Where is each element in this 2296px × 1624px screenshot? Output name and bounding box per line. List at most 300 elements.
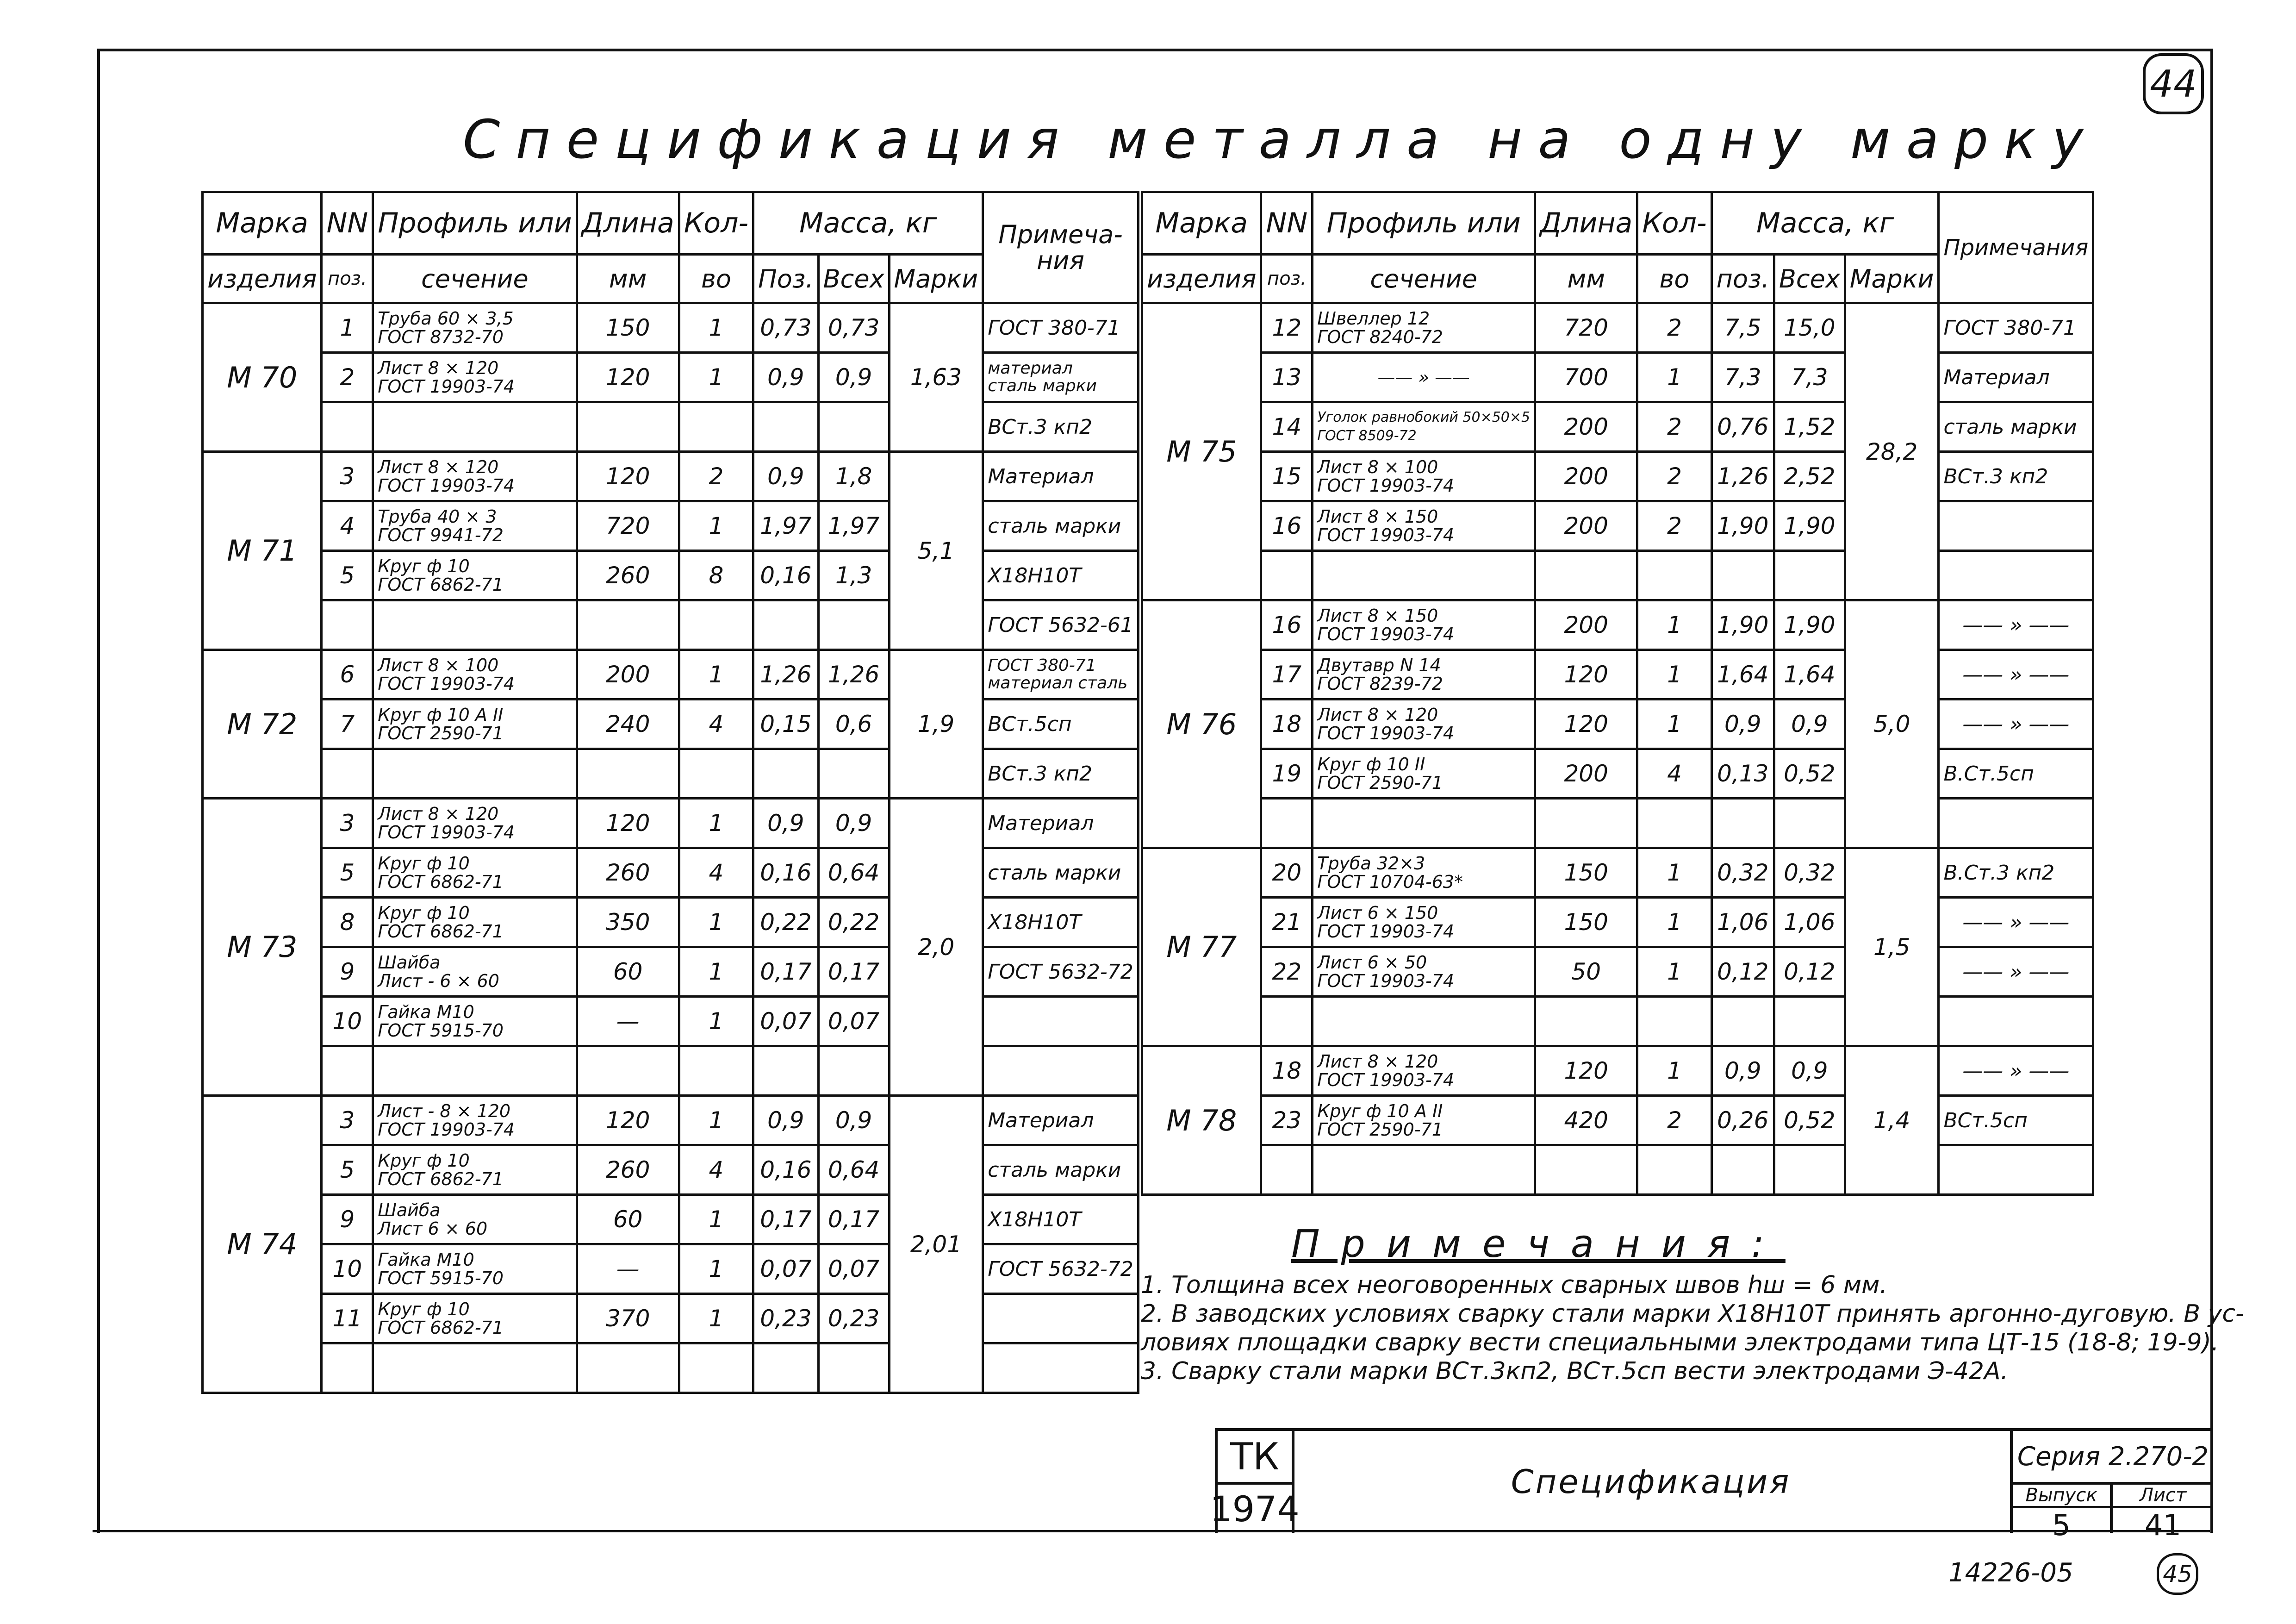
mass-all-cell: 1,90: [1774, 501, 1845, 551]
empty-cell: [1774, 551, 1845, 600]
empty-cell: [1535, 1145, 1637, 1195]
length-cell: 50: [1535, 947, 1637, 997]
profile-line: ГОСТ 2590-71: [378, 723, 504, 743]
profile-line: Лист 8 × 120: [1317, 705, 1438, 725]
profile-line: ГОСТ 19903-74: [1317, 1070, 1455, 1090]
mark-cell: М 73: [203, 799, 322, 1096]
profile-line: ГОСТ 19903-74: [378, 674, 515, 694]
mass-all-cell: 0,9: [818, 353, 889, 402]
qty-cell: 1: [679, 799, 753, 848]
profile-line: ГОСТ 5915-70: [378, 1020, 504, 1041]
profile-line: ГОСТ 19903-74: [1317, 525, 1455, 545]
empty-cell: [322, 1343, 373, 1393]
empty-cell: [577, 600, 679, 650]
length-cell: 700: [1535, 353, 1637, 402]
header-length-2: мм: [1535, 255, 1637, 303]
profile-cell: [373, 452, 577, 501]
profile-cell: [373, 947, 577, 997]
mass-pos-cell: 0,32: [1711, 848, 1774, 898]
empty-cell: [1939, 799, 2093, 848]
note-line: сталь марки: [988, 376, 1097, 395]
empty-cell: [679, 402, 753, 452]
qty-cell: 1: [679, 997, 753, 1046]
header-mass: Масса, кг: [753, 192, 983, 255]
note-cell: ГОСТ 5632-61: [983, 600, 1139, 650]
empty-cell: [1313, 799, 1535, 848]
mass-all-cell: 1,26: [818, 650, 889, 700]
empty-cell: [1774, 997, 1845, 1046]
empty-cell: [322, 600, 373, 650]
length-cell: 720: [1535, 303, 1637, 353]
note-cell: —— » ——: [1939, 600, 2093, 650]
mass-pos-cell: 0,16: [753, 1145, 819, 1195]
profile-cell: [373, 1096, 577, 1145]
pos-cell: 2: [322, 353, 373, 402]
qty-cell: 1: [679, 303, 753, 353]
empty-cell: [1711, 799, 1774, 848]
note-2a: 2. В заводских условиях сварку стали марки Х18Н10Т принять аргонно-дуговую. В ус-: [1141, 1300, 2244, 1328]
mass-all-cell: 0,9: [818, 799, 889, 848]
pos-cell: 7: [322, 700, 373, 749]
profile-line: ГОСТ 2590-71: [1317, 1119, 1443, 1140]
empty-cell: [753, 600, 819, 650]
empty-cell: [1261, 799, 1313, 848]
qty-cell: 8: [679, 551, 753, 600]
length-cell: 240: [577, 700, 679, 749]
length-cell: 120: [577, 353, 679, 402]
pos-cell: 3: [322, 799, 373, 848]
note-3: 3. Сварку стали марки ВСт.3кп2, ВСт.5сп вести электродами Э-42А.: [1141, 1357, 2009, 1385]
profile-cell: [1313, 898, 1535, 947]
mass-all-cell: 0,32: [1774, 848, 1845, 898]
qty-cell: 1: [679, 898, 753, 947]
profile-cell: [1313, 1096, 1535, 1145]
profile-line: Лист 6 × 50: [1317, 952, 1427, 973]
pos-cell: 8: [322, 898, 373, 947]
length-cell: 60: [577, 1195, 679, 1244]
profile-line: Лист 8 × 100: [1317, 457, 1438, 477]
mass-all-cell: 1,06: [1774, 898, 1845, 947]
profile-line: ГОСТ 2590-71: [1317, 773, 1443, 793]
header-profile: Профиль или: [373, 192, 577, 255]
mass-all-cell: 1,52: [1774, 402, 1845, 452]
length-cell: 260: [577, 848, 679, 898]
mass-pos-cell: 0,16: [753, 551, 819, 600]
empty-cell: [753, 402, 819, 452]
qty-cell: 1: [679, 650, 753, 700]
mass-all-cell: 0,52: [1774, 749, 1845, 799]
length-cell: 120: [1535, 700, 1637, 749]
profile-line: ГОСТ 10704-63*: [1317, 872, 1463, 892]
archive-number: 14226-05: [1948, 1558, 2073, 1588]
header-mass-all: Всех: [818, 255, 889, 303]
empty-cell: [1711, 1145, 1774, 1195]
profile-line: ГОСТ 8732-70: [378, 327, 504, 347]
qty-cell: 1: [679, 353, 753, 402]
pos-cell: 18: [1261, 700, 1313, 749]
pos-cell: 14: [1261, 402, 1313, 452]
qty-cell: 2: [1637, 501, 1711, 551]
header-mass-all: Всех: [1774, 255, 1845, 303]
stamp-sheet-value: 41: [2145, 1508, 2181, 1542]
empty-cell: [818, 1343, 889, 1393]
mass-all-cell: 1,97: [818, 501, 889, 551]
profile-cell: [373, 1195, 577, 1244]
mass-mark-cell: 28,2: [1845, 303, 1939, 600]
stamp-sheet: [2113, 1485, 2213, 1542]
profile-line: ГОСТ 19903-74: [1317, 921, 1455, 942]
profile-line: Круг ф 10: [378, 1299, 470, 1319]
profile-line: Круг ф 10: [378, 556, 470, 576]
empty-cell: [577, 749, 679, 799]
profile-line: Шайба: [378, 1200, 441, 1220]
header-profile-2: сечение: [1313, 255, 1535, 303]
profile-cell: [1313, 749, 1535, 799]
header-profile-2: сечение: [373, 255, 577, 303]
stamp-right: [2010, 1431, 2213, 1542]
profile-cell: [1313, 402, 1535, 452]
mass-all-cell: 1,64: [1774, 650, 1845, 700]
mass-pos-cell: 1,64: [1711, 650, 1774, 700]
profile-line: ГОСТ 19903-74: [378, 475, 515, 496]
profile-line: ГОСТ 19903-74: [378, 376, 515, 397]
profile-line: Лист 8 × 120: [1317, 1051, 1438, 1072]
note-cell: [983, 650, 1139, 700]
profile-cell: [373, 848, 577, 898]
pos-cell: 10: [322, 1244, 373, 1294]
qty-cell: 1: [679, 947, 753, 997]
empty-cell: [753, 1343, 819, 1393]
pos-cell: 23: [1261, 1096, 1313, 1145]
mass-all-cell: 0,6: [818, 700, 889, 749]
empty-cell: [373, 402, 577, 452]
empty-cell: [1637, 551, 1711, 600]
mass-pos-cell: 0,9: [1711, 700, 1774, 749]
empty-cell: [1313, 1145, 1535, 1195]
mass-mark-cell: 1,9: [889, 650, 983, 799]
pos-cell: 12: [1261, 303, 1313, 353]
mark-cell: М 71: [203, 452, 322, 650]
note-cell: ГОСТ 380-71: [1939, 303, 2093, 353]
pos-cell: 17: [1261, 650, 1313, 700]
notes-block: [1141, 1271, 2244, 1386]
empty-cell: [1313, 997, 1535, 1046]
profile-line: ГОСТ 19903-74: [1317, 624, 1455, 644]
empty-cell: [1261, 551, 1313, 600]
pos-cell: 15: [1261, 452, 1313, 501]
empty-cell: [983, 1294, 1139, 1343]
pos-cell: 5: [322, 551, 373, 600]
mass-all-cell: 0,73: [818, 303, 889, 353]
length-cell: 200: [1535, 452, 1637, 501]
profile-cell: [1313, 650, 1535, 700]
empty-cell: [818, 600, 889, 650]
mass-all-cell: 0,9: [1774, 1046, 1845, 1096]
profile-cell: [1313, 700, 1535, 749]
stamp-issue: [2013, 1485, 2113, 1542]
mass-pos-cell: 0,22: [753, 898, 819, 947]
stamp-sheet-label: Лист: [2113, 1485, 2213, 1508]
length-cell: 120: [577, 799, 679, 848]
profile-line: ГОСТ 8239-72: [1317, 674, 1443, 694]
pos-cell: 4: [322, 501, 373, 551]
mark-cell: М 77: [1142, 848, 1261, 1046]
empty-cell: [1535, 997, 1637, 1046]
profile-line: Лист - 6 × 60: [378, 971, 499, 991]
header-mark-2: изделия: [1142, 255, 1261, 303]
empty-cell: [322, 749, 373, 799]
profile-cell: [1313, 947, 1535, 997]
sheet-number-badge: 44: [2143, 53, 2204, 114]
empty-cell: [1711, 997, 1774, 1046]
profile-line: ГОСТ 8240-72: [1317, 327, 1443, 347]
header-mark-2: изделия: [203, 255, 322, 303]
profile-cell: —— » ——: [1313, 353, 1535, 402]
note-cell: ГОСТ 5632-72: [983, 947, 1139, 997]
profile-line: ГОСТ 5915-70: [378, 1268, 504, 1288]
note-cell: Материал: [983, 452, 1139, 501]
empty-cell: [373, 749, 577, 799]
header-length: Длина: [577, 192, 679, 255]
mass-pos-cell: 0,9: [753, 1096, 819, 1145]
header-mass-pos: Поз.: [753, 255, 819, 303]
mark-cell: М 75: [1142, 303, 1261, 600]
empty-cell: [322, 402, 373, 452]
mass-pos-cell: 1,06: [1711, 898, 1774, 947]
profile-line: Шайба: [378, 952, 441, 973]
header-pos: NN: [1261, 192, 1313, 255]
empty-cell: [1939, 1145, 2093, 1195]
empty-cell: [1774, 1145, 1845, 1195]
header-qty: Кол-: [679, 192, 753, 255]
empty-cell: [679, 749, 753, 799]
mass-all-cell: 2,52: [1774, 452, 1845, 501]
stamp-tk: ТК: [1218, 1431, 1294, 1485]
mass-pos-cell: 0,15: [753, 700, 819, 749]
mass-pos-cell: 0,17: [753, 1195, 819, 1244]
empty-cell: [577, 1343, 679, 1393]
note-cell: сталь марки: [983, 848, 1139, 898]
mass-all-cell: 0,23: [818, 1294, 889, 1343]
profile-line: Круг ф 10: [378, 853, 470, 874]
empty-cell: [373, 600, 577, 650]
mass-all-cell: 0,52: [1774, 1096, 1845, 1145]
empty-cell: [1261, 1145, 1313, 1195]
note-cell: сталь марки: [1939, 402, 2093, 452]
profile-cell: [373, 997, 577, 1046]
empty-cell: [753, 749, 819, 799]
profile-cell: [1313, 1046, 1535, 1096]
profile-cell: [373, 1145, 577, 1195]
profile-cell: [1313, 600, 1535, 650]
profile-line: Лист 8 × 120: [378, 358, 499, 378]
header-mass: Масса, кг: [1711, 192, 1939, 255]
profile-line: ГОСТ 6862-71: [378, 921, 504, 942]
header-notes: Примеча-ния: [983, 192, 1139, 303]
length-cell: 200: [1535, 600, 1637, 650]
profile-line: ГОСТ 19903-74: [1317, 971, 1455, 991]
pos-cell: 16: [1261, 501, 1313, 551]
profile-line: Лист 8 × 120: [378, 804, 499, 824]
header-pos-2: поз.: [322, 255, 373, 303]
note-line: материал сталь: [988, 674, 1128, 693]
mass-mark-cell: 1,5: [1845, 848, 1939, 1046]
pos-cell: 3: [322, 1096, 373, 1145]
qty-cell: 2: [1637, 1096, 1711, 1145]
mass-pos-cell: 1,90: [1711, 600, 1774, 650]
note-cell: ГОСТ 380-71: [983, 303, 1139, 353]
qty-cell: 1: [1637, 700, 1711, 749]
profile-cell: [373, 799, 577, 848]
empty-cell: [1939, 997, 2093, 1046]
qty-cell: 4: [679, 1145, 753, 1195]
qty-cell: 1: [1637, 848, 1711, 898]
mark-cell: М 76: [1142, 600, 1261, 848]
mass-pos-cell: 0,76: [1711, 402, 1774, 452]
empty-cell: [1774, 799, 1845, 848]
qty-cell: 4: [679, 700, 753, 749]
note-cell: ВСт.3 кп2: [1939, 452, 2093, 501]
length-cell: 200: [1535, 749, 1637, 799]
mass-pos-cell: 0,9: [753, 799, 819, 848]
empty-cell: [983, 997, 1139, 1046]
pos-cell: 6: [322, 650, 373, 700]
mass-all-cell: 1,3: [818, 551, 889, 600]
profile-line: ГОСТ 19903-74: [1317, 723, 1455, 743]
qty-cell: 1: [679, 1195, 753, 1244]
note-cell: ГОСТ 5632-72: [983, 1244, 1139, 1294]
profile-line: Гайка М10: [378, 1249, 474, 1270]
profile-line: Уголок равнобокий 50×50×5: [1317, 409, 1531, 425]
length-cell: 200: [577, 650, 679, 700]
profile-cell: [373, 700, 577, 749]
header-qty-2: во: [679, 255, 753, 303]
pos-cell: 3: [322, 452, 373, 501]
note-cell: сталь марки: [983, 1145, 1139, 1195]
note-cell: [983, 353, 1139, 402]
empty-cell: [1637, 799, 1711, 848]
qty-cell: 4: [679, 848, 753, 898]
mass-all-cell: 0,22: [818, 898, 889, 947]
profile-cell: [373, 303, 577, 353]
profile-line: Труба 40 × 3: [378, 506, 497, 527]
qty-cell: 1: [679, 1244, 753, 1294]
note-cell: сталь марки: [983, 501, 1139, 551]
qty-cell: 1: [1637, 1046, 1711, 1096]
note-cell: ВСт.3 кп2: [983, 402, 1139, 452]
stamp-name: Спецификация: [1511, 1463, 1791, 1501]
profile-line: Труба 32×3: [1317, 853, 1425, 874]
mass-all-cell: 0,07: [818, 997, 889, 1046]
mass-all-cell: 0,64: [818, 1145, 889, 1195]
qty-cell: 1: [1637, 600, 1711, 650]
stamp-issue-value: 5: [2052, 1508, 2071, 1542]
empty-cell: [1535, 551, 1637, 600]
profile-line: Лист 8 × 150: [1317, 506, 1438, 527]
mass-pos-cell: 0,73: [753, 303, 819, 353]
pos-cell: 5: [322, 1145, 373, 1195]
profile-line: ГОСТ 6862-71: [378, 872, 504, 892]
note-cell: —— » ——: [1939, 1046, 2093, 1096]
qty-cell: 1: [1637, 353, 1711, 402]
empty-cell: [322, 1046, 373, 1096]
note-cell: —— » ——: [1939, 700, 2093, 749]
mass-mark-cell: 2,0: [889, 799, 983, 1096]
header-mark: Марка: [1142, 192, 1261, 255]
notes-title: Примечания:: [1291, 1222, 1786, 1266]
length-cell: 60: [577, 947, 679, 997]
profile-line: Гайка М10: [378, 1002, 474, 1022]
note-cell: Материал: [1939, 353, 2093, 402]
pos-cell: 19: [1261, 749, 1313, 799]
qty-cell: 2: [1637, 303, 1711, 353]
empty-cell: [679, 600, 753, 650]
qty-cell: 1: [679, 501, 753, 551]
qty-cell: 2: [1637, 402, 1711, 452]
note-cell: —— » ——: [1939, 947, 2093, 997]
pos-cell: 21: [1261, 898, 1313, 947]
mark-cell: М 72: [203, 650, 322, 799]
pos-cell: 9: [322, 1195, 373, 1244]
profile-cell: [1313, 303, 1535, 353]
length-cell: 370: [577, 1294, 679, 1343]
profile-line: ГОСТ 6862-71: [378, 1318, 504, 1338]
header-mass-mark: Марки: [889, 255, 983, 303]
mass-all-cell: 1,90: [1774, 600, 1845, 650]
empty-cell: [818, 402, 889, 452]
mass-pos-cell: 7,5: [1711, 303, 1774, 353]
profile-cell: [373, 1294, 577, 1343]
mass-mark-cell: 1,4: [1845, 1046, 1939, 1195]
qty-cell: 1: [1637, 898, 1711, 947]
note-cell: ВСт.3 кп2: [983, 749, 1139, 799]
mass-all-cell: 0,17: [818, 1195, 889, 1244]
mass-pos-cell: 0,07: [753, 1244, 819, 1294]
length-cell: 120: [577, 452, 679, 501]
profile-cell: [373, 1244, 577, 1294]
profile-line: ГОСТ 6862-71: [378, 575, 504, 595]
mass-pos-cell: 1,26: [1711, 452, 1774, 501]
header-mass-mark: Марки: [1845, 255, 1939, 303]
profile-cell: [373, 551, 577, 600]
stamp-series: Серия 2.270-2: [2013, 1431, 2213, 1485]
empty-cell: [577, 402, 679, 452]
profile-line: Труба 60 × 3,5: [378, 308, 514, 329]
header-length-2: мм: [577, 255, 679, 303]
mass-pos-cell: 1,90: [1711, 501, 1774, 551]
note-cell: Х18Н10Т: [983, 898, 1139, 947]
empty-cell: [1637, 1145, 1711, 1195]
mass-pos-cell: 1,97: [753, 501, 819, 551]
profile-cell: [373, 501, 577, 551]
mass-pos-cell: 0,17: [753, 947, 819, 997]
mass-mark-cell: 1,63: [889, 303, 983, 452]
profile-cell: [373, 650, 577, 700]
note-cell: ВСт.5сп: [983, 700, 1139, 749]
length-cell: 120: [1535, 650, 1637, 700]
empty-cell: [983, 1046, 1139, 1096]
length-cell: —: [577, 1244, 679, 1294]
empty-cell: [1313, 551, 1535, 600]
profile-line: ГОСТ 6862-71: [378, 1169, 504, 1189]
length-cell: 260: [577, 1145, 679, 1195]
empty-cell: [1711, 551, 1774, 600]
profile-line: Лист 8 × 100: [378, 655, 499, 675]
page-title: Спецификация металла на одну марку: [463, 109, 2099, 171]
note-cell: —— » ——: [1939, 898, 2093, 947]
title-block: [1210, 1428, 2213, 1542]
mass-all-cell: 0,9: [818, 1096, 889, 1145]
